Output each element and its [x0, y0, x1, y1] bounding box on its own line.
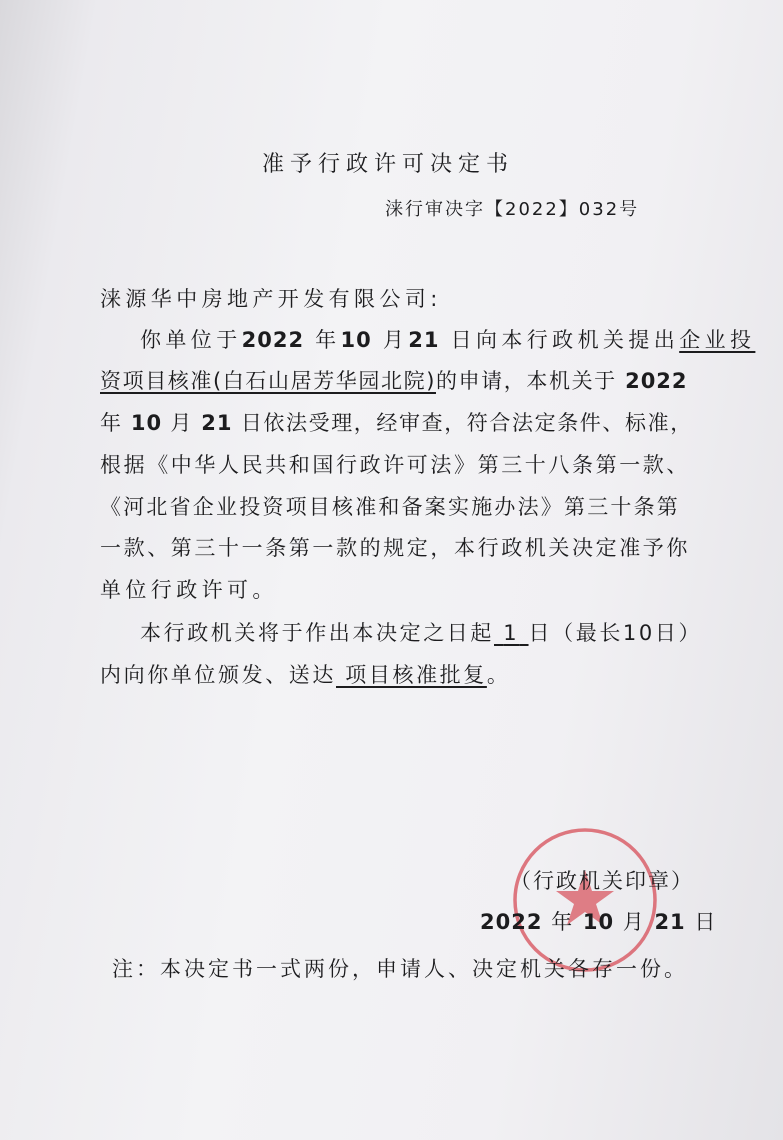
body-line: 你单位于2022 年10 月21 日向本行政机关提出企业投: [140, 328, 756, 352]
addressee: 涞源华中房地产开发有限公司:: [100, 287, 442, 311]
body-line: 年 10 月 21 日依法受理，经审查，符合法定条件、标准，: [100, 411, 693, 435]
official-seal: [510, 825, 660, 975]
footnote: 注：本决定书一式两份，申请人、决定机关各存一份。: [112, 957, 688, 981]
body-line: 单位行政许可。: [100, 578, 278, 602]
body-line: 根据《中华人民共和国行政许可法》第三十八条第一款、: [100, 453, 690, 477]
body-line: 《河北省企业投资项目核准和备案实施办法》第三十条第: [100, 495, 680, 519]
seal-label: （行政机关印章）: [510, 869, 694, 893]
body-line: 内向你单位颁发、送达 项目核准批复。: [100, 663, 511, 687]
body-line: 资项目核准(白石山居芳华园北院)的申请，本机关于 2022: [100, 369, 688, 393]
decision-date: 2022 年 10 月 21 日: [480, 910, 718, 934]
document-number: 涞行审决字【2022】032号: [385, 199, 640, 220]
document-title: 准予行政许可决定书: [262, 152, 515, 177]
body-line: 本行政机关将于作出本决定之日起 1 日（最长10日）: [140, 621, 703, 645]
body-line: 一款、第三十一条第一款的规定，本行政机关决定准予你: [100, 536, 690, 560]
